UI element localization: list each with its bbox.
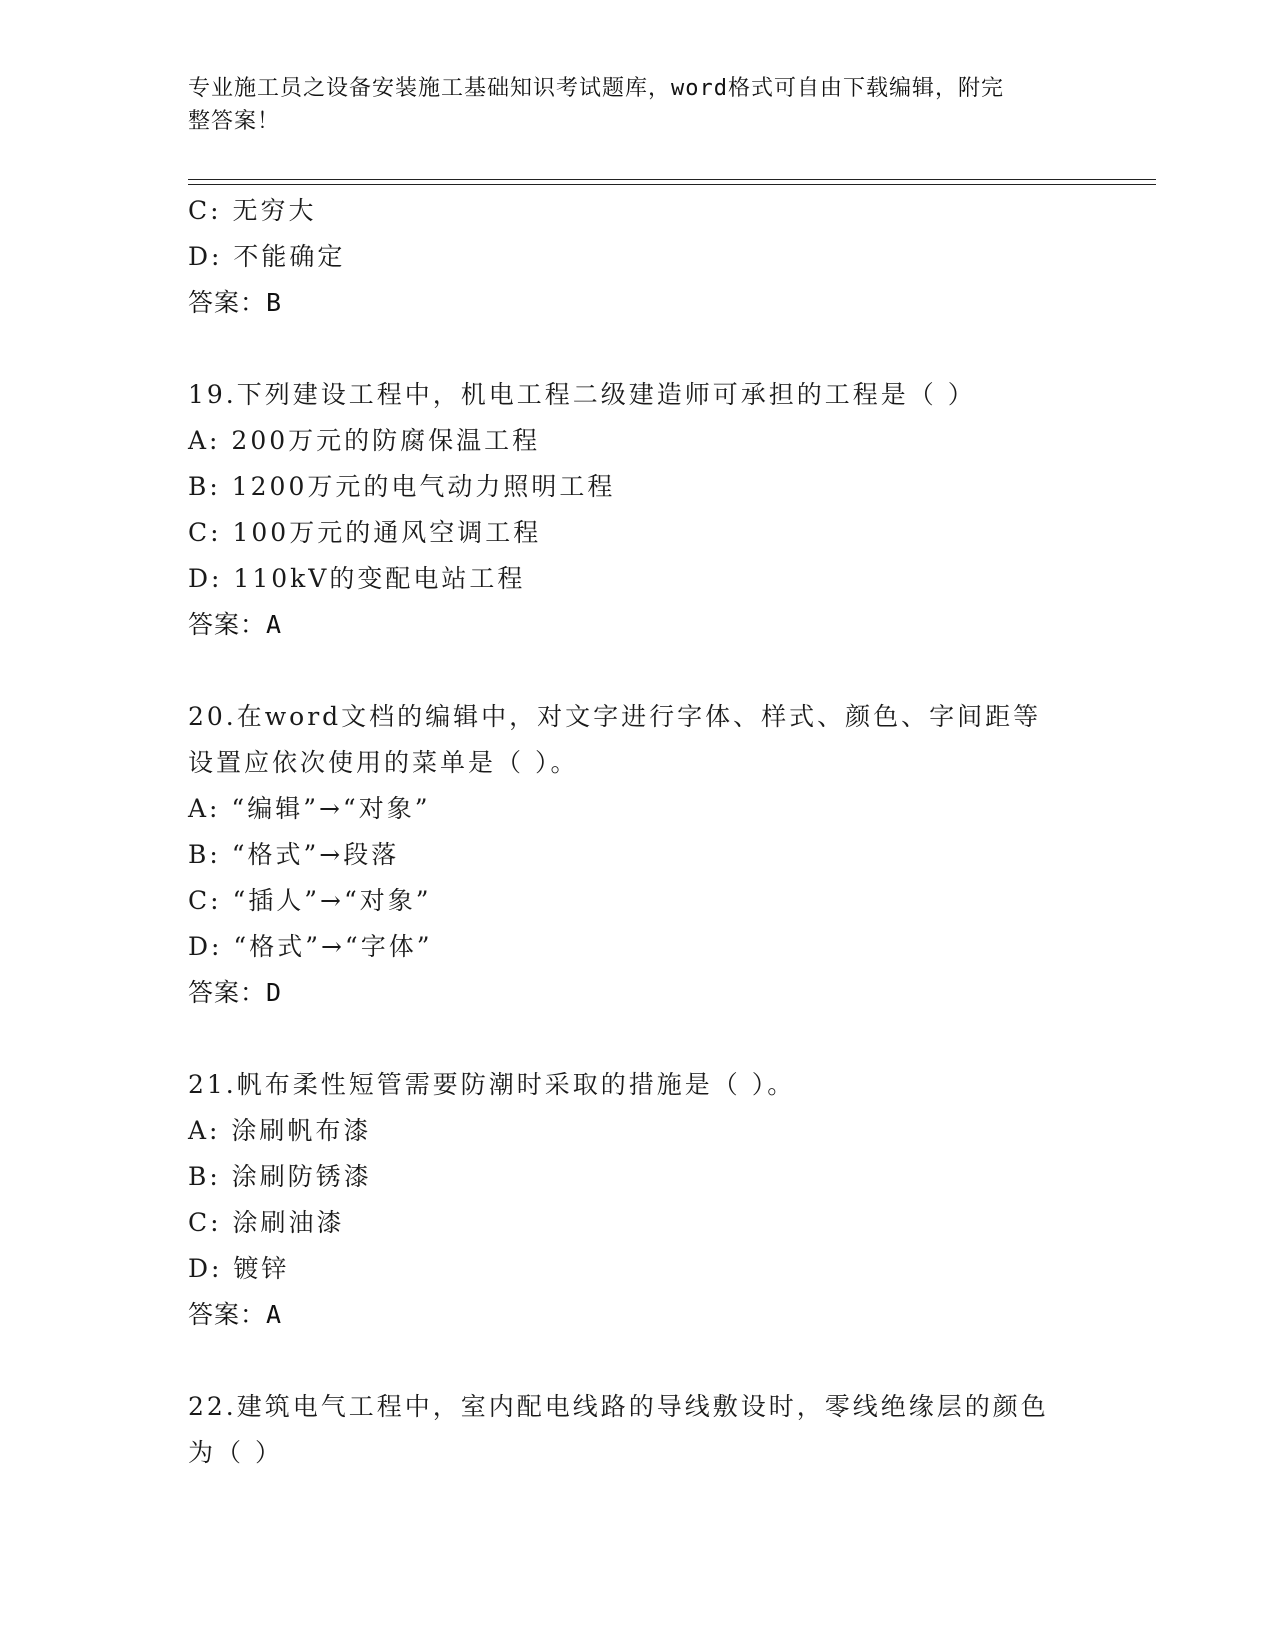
option-a: A: “编辑”→“对象”	[188, 794, 431, 823]
answer-line: 答案：A	[188, 610, 283, 639]
answer-line: 答案：B	[188, 288, 283, 317]
spacer	[188, 1016, 1088, 1062]
header-line-1: 专业施工员之设备安装施工基础知识考试题库，word格式可自由下载编辑，附完	[188, 76, 1004, 101]
option-d: D: 镀锌	[188, 1254, 290, 1283]
question-stem: 19.下列建设工程中，机电工程二级建造师可承担的工程是（ ）	[188, 380, 976, 409]
question-22	[188, 1384, 1088, 1476]
option-b: B: “格式”→段落	[188, 840, 400, 869]
option-b: B: 涂刷防锈漆	[188, 1162, 372, 1191]
option-b: B: 1200万元的电气动力照明工程	[188, 472, 616, 501]
question-20	[188, 694, 1088, 1016]
document-body	[188, 188, 1088, 1476]
question-stem-continued: 设置应依次使用的菜单是（ ）。	[188, 748, 579, 777]
question-stem: 22.建筑电气工程中，室内配电线路的导线敷设时，零线绝缘层的颜色	[188, 1392, 1049, 1421]
option-a: A: 涂刷帆布漆	[188, 1116, 372, 1145]
question-19	[188, 372, 1088, 648]
question-stem: 21.帆布柔性短管需要防潮时采取的措施是（ ）。	[188, 1070, 796, 1099]
previous-question-tail	[188, 188, 1088, 326]
question-stem-continued: 为（ ）	[188, 1438, 283, 1467]
option-c: C: 涂刷油漆	[188, 1208, 345, 1237]
header-divider-top	[188, 179, 1156, 180]
header-divider-bottom	[188, 184, 1156, 185]
option-c: C: 100万元的通风空调工程	[188, 518, 542, 547]
header-line-2: 整答案！	[188, 109, 281, 134]
answer-line: 答案：A	[188, 1300, 283, 1329]
question-21	[188, 1062, 1088, 1338]
option-d: D: 不能确定	[188, 242, 346, 271]
spacer	[188, 1338, 1088, 1384]
option-a: A: 200万元的防腐保温工程	[188, 426, 541, 455]
spacer	[188, 326, 1088, 372]
option-c: C: 无穷大	[188, 196, 317, 225]
question-stem: 20.在word文档的编辑中，对文字进行字体、样式、颜色、字间距等	[188, 702, 1042, 731]
page-header	[188, 72, 1068, 138]
option-d: D: “格式”→“字体”	[188, 932, 433, 961]
spacer	[188, 648, 1088, 694]
option-c: C: “插人”→“对象”	[188, 886, 432, 915]
option-d: D: 110kV的变配电站工程	[188, 564, 526, 593]
answer-line: 答案：D	[188, 978, 283, 1007]
